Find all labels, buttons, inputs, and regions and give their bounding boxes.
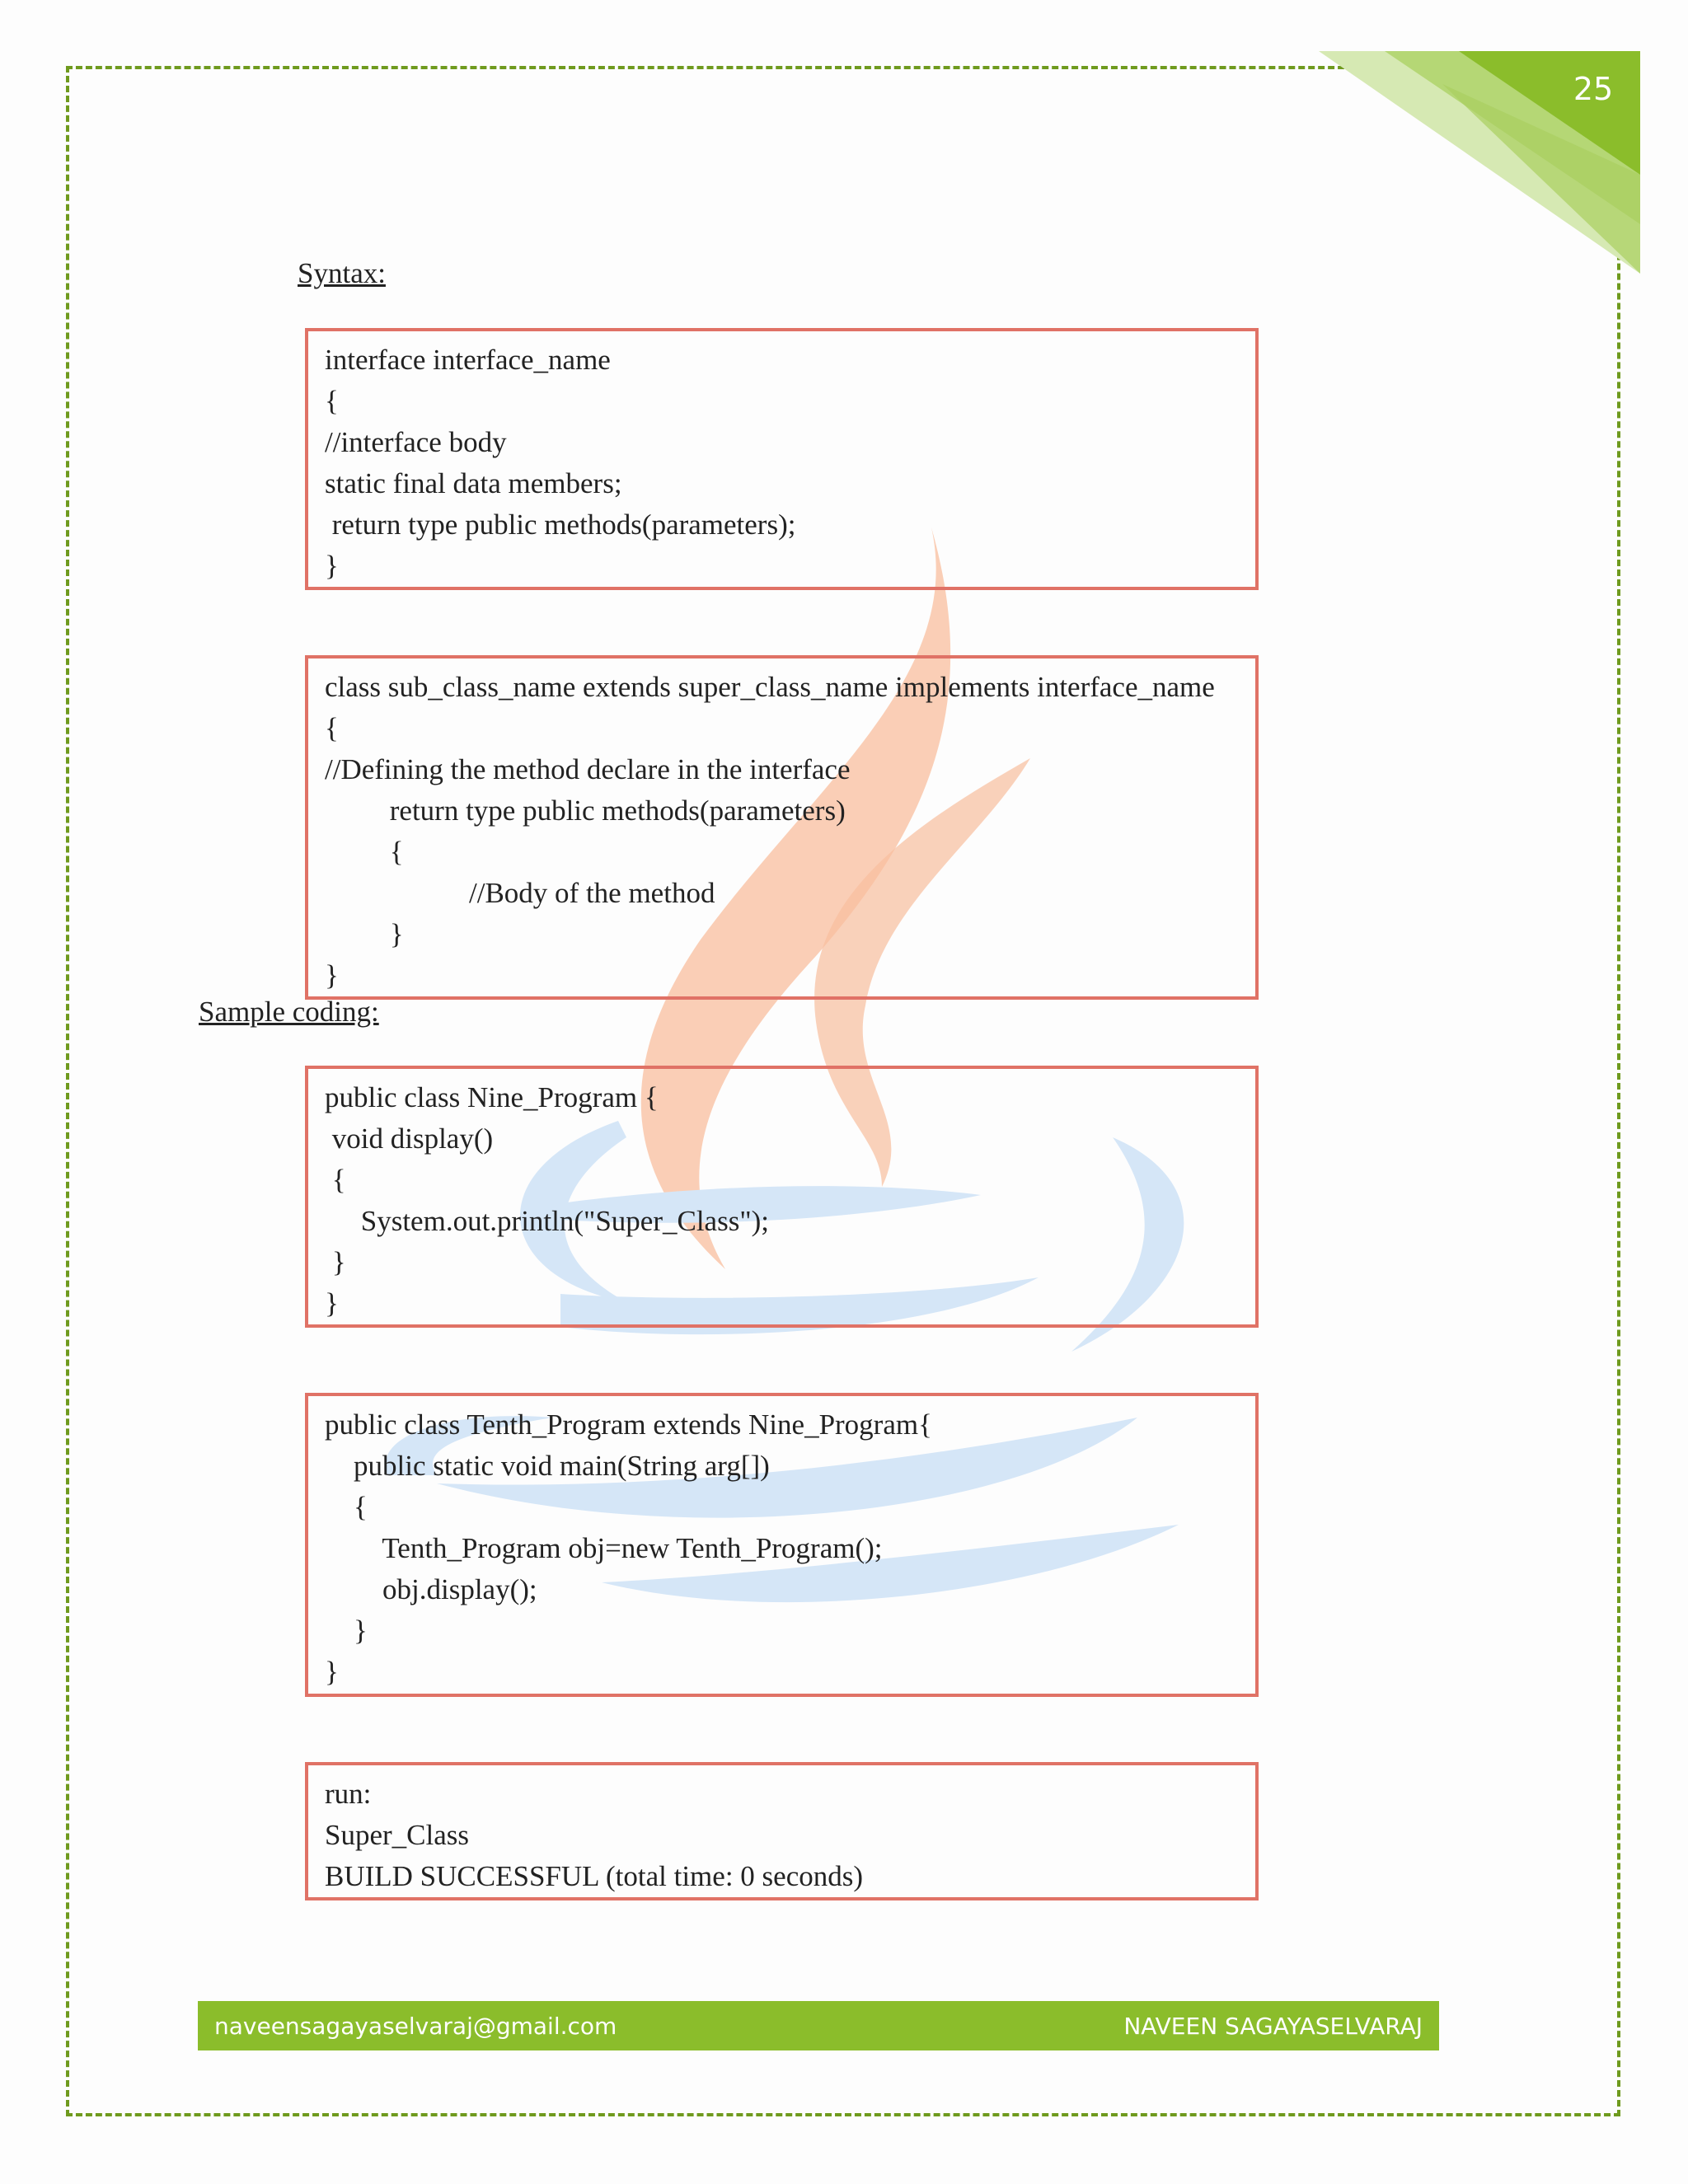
code-line: //interface body: [325, 426, 507, 458]
code-line: void display(): [325, 1122, 494, 1155]
code-line: BUILD SUCCESSFUL (total time: 0 seconds): [325, 1860, 864, 1892]
code-line: //Defining the method declare in the interface: [325, 753, 851, 785]
code-line: }: [325, 550, 339, 582]
code-line: Tenth_Program obj=new Tenth_Program();: [325, 1532, 883, 1564]
code-line: interface interface_name: [325, 344, 611, 376]
code-line: {: [325, 836, 404, 868]
footer-bar: [198, 2001, 1439, 2050]
code-line: {: [325, 712, 339, 744]
code-box-class-syntax: [305, 655, 1259, 1000]
syntax-heading: Syntax:: [298, 257, 386, 289]
code-line: {: [325, 1491, 368, 1523]
page-number: 25: [1573, 71, 1614, 107]
code-line: class sub_class_name extends super_class_name implements interface_name: [325, 671, 1215, 703]
sample-coding-heading: Sample coding:: [199, 996, 379, 1028]
code-line: return type public methods(parameters);: [325, 509, 796, 541]
code-line: obj.display();: [325, 1573, 537, 1605]
code-line: run:: [325, 1778, 372, 1810]
code-line: {: [325, 1164, 346, 1196]
code-line: static final data members;: [325, 467, 622, 499]
code-line: {: [325, 385, 339, 417]
footer-author: NAVEEN SAGAYASELVARAJ: [1123, 2012, 1423, 2040]
code-box-interface-syntax: [305, 328, 1259, 590]
code-line: }: [325, 1615, 368, 1647]
code-line: System.out.println("Super_Class");: [325, 1205, 769, 1237]
code-line: }: [325, 1656, 339, 1688]
code-line: public class Nine_Program {: [325, 1081, 659, 1113]
code-line: Super_Class: [325, 1819, 469, 1851]
code-line: }: [325, 1246, 346, 1278]
code-box-tenth-program: [305, 1393, 1259, 1697]
code-line: }: [325, 959, 339, 991]
code-box-nine-program: [305, 1066, 1259, 1328]
code-line: public static void main(String arg[]): [325, 1450, 770, 1482]
footer-email: naveensagayaselvaraj@gmail.com: [214, 2012, 617, 2040]
code-line: }: [325, 1287, 339, 1319]
code-line: }: [325, 918, 404, 950]
code-line: //Body of the method: [325, 877, 715, 909]
code-line: return type public methods(parameters): [325, 794, 846, 827]
code-box-run-output: [305, 1762, 1259, 1900]
code-line: public class Tenth_Program extends Nine_Program{: [325, 1408, 932, 1441]
